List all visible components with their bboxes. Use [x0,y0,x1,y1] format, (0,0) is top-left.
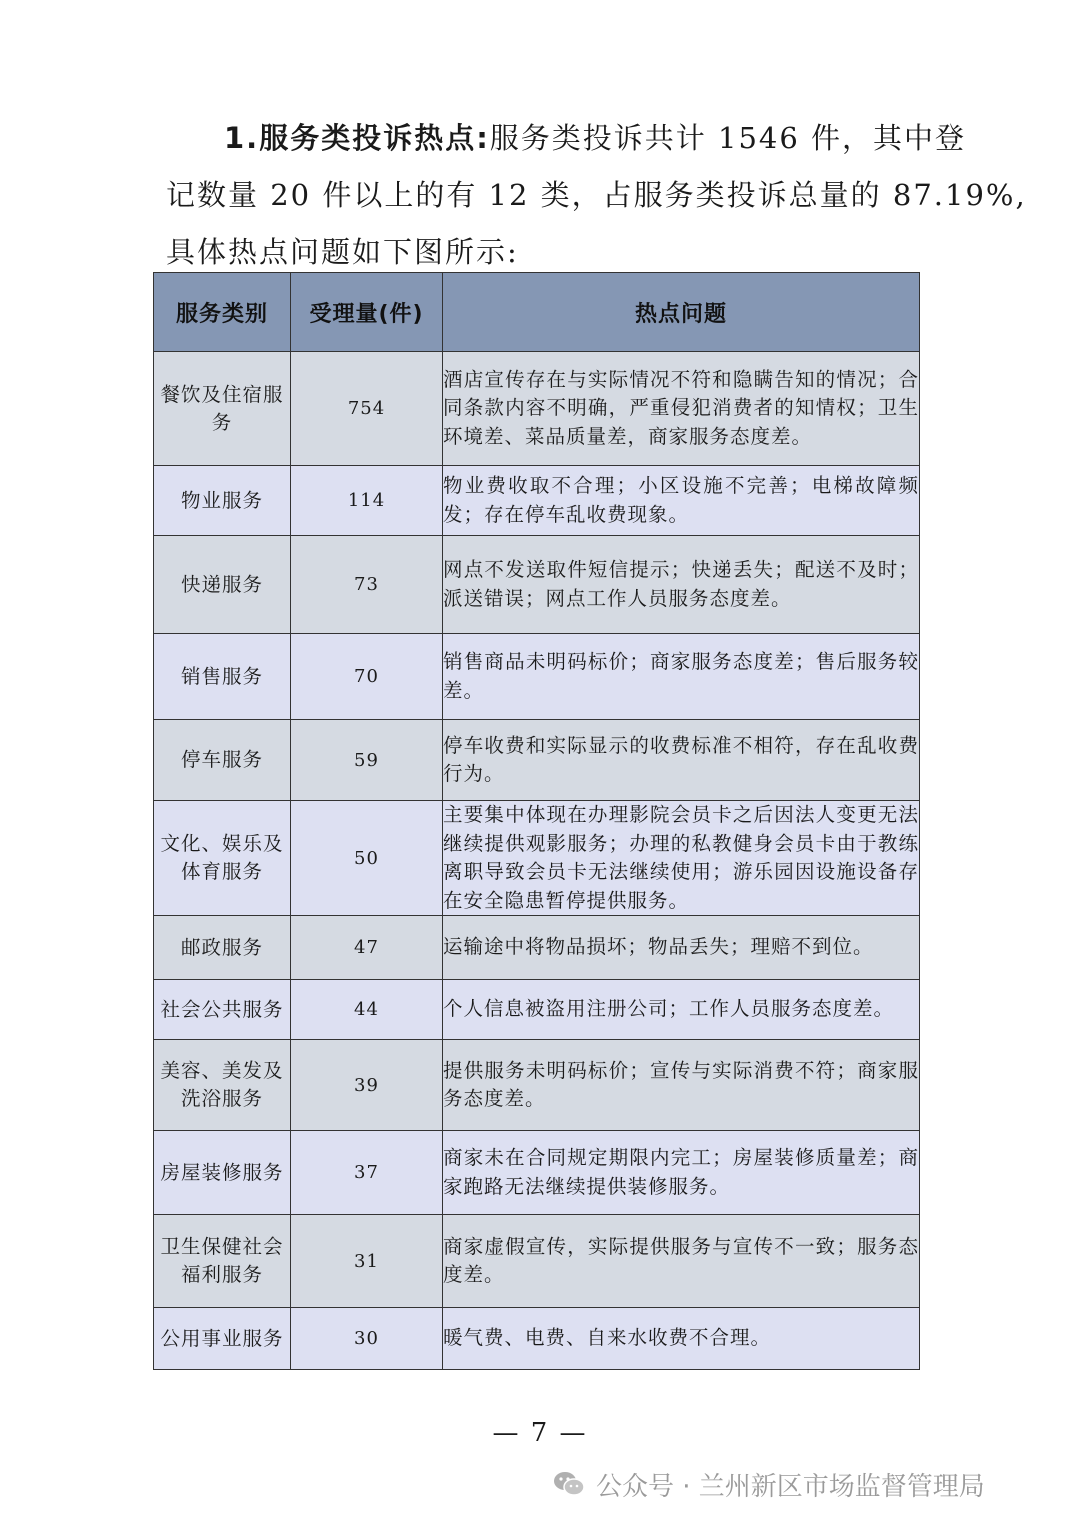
table-row [154,1215,920,1308]
table-header-row [154,273,920,352]
table-row [154,720,920,801]
issue-cell: 主要集中体现在办理影院会员卡之后因法人变更无法继续提供观影服务；办理的私教健身会员卡由于教练离职导致会员卡无法继续使用；游乐园因设施设备存在安全隐患暂停提供服务。 [443,801,920,916]
header-category: 服务类别 [154,273,291,352]
issue-cell: 酒店宣传存在与实际情况不符和隐瞒告知的情况；合同条款内容不明确，严重侵犯消费者的知情权；卫生环境差、菜品质量差，商家服务态度差。 [443,352,920,466]
category-cell: 房屋装修服务 [154,1131,291,1215]
category-cell: 文化、娱乐及体育服务 [154,801,291,916]
issue-cell: 个人信息被盗用注册公司；工作人员服务态度差。 [443,980,920,1040]
count-cell: 39 [291,1040,443,1131]
category-cell: 停车服务 [154,720,291,801]
table-row [154,916,920,980]
header-issue: 热点问题 [443,273,920,352]
category-cell: 卫生保健社会福利服务 [154,1215,291,1308]
category-cell: 美容、美发及洗浴服务 [154,1040,291,1131]
table-row [154,980,920,1040]
hotspot-table [153,272,920,1370]
table-row [154,634,920,720]
intro-line-1-text: 服务类投诉共计 1546 件，其中登 [489,121,967,155]
issue-cell: 物业费收取不合理；小区设施不完善；电梯故障频发；存在停车乱收费现象。 [443,466,920,536]
table-row [154,1131,920,1215]
wechat-icon [552,1469,586,1499]
count-cell: 114 [291,466,443,536]
category-cell: 社会公共服务 [154,980,291,1040]
count-cell: 50 [291,801,443,916]
table-row [154,466,920,536]
category-cell: 餐饮及住宿服务 [154,352,291,466]
count-cell: 30 [291,1308,443,1370]
issue-cell: 商家虚假宣传，实际提供服务与宣传不一致；服务态度差。 [443,1215,920,1308]
issue-cell: 商家未在合同规定期限内完工；房屋装修质量差；商家跑路无法继续提供装修服务。 [443,1131,920,1215]
category-cell: 销售服务 [154,634,291,720]
category-cell: 物业服务 [154,466,291,536]
count-cell: 59 [291,720,443,801]
issue-cell: 暖气费、电费、自来水收费不合理。 [443,1308,920,1370]
header-count: 受理量(件) [291,273,443,352]
count-cell: 754 [291,352,443,466]
intro-line-1 [166,110,967,167]
table-row [154,801,920,916]
intro-line-3: 具体热点问题如下图所示: [166,235,519,269]
count-cell: 37 [291,1131,443,1215]
count-cell: 70 [291,634,443,720]
category-cell: 公用事业服务 [154,1308,291,1370]
intro-paragraph [166,110,1027,281]
category-cell: 快递服务 [154,536,291,634]
issue-cell: 销售商品未明码标价；商家服务态度差；售后服务较差。 [443,634,920,720]
issue-cell: 停车收费和实际显示的收费标准不相符，存在乱收费行为。 [443,720,920,801]
page-number: — 7 — [492,1418,588,1448]
table-row [154,536,920,634]
intro-heading: 1.服务类投诉热点: [224,121,490,155]
issue-cell: 运输途中将物品损坏；物品丢失；理赔不到位。 [443,916,920,980]
count-cell: 47 [291,916,443,980]
watermark-text: 公众号 · 兰州新区市场监督管理局 [596,1471,985,1502]
table-row [154,352,920,466]
table-row [154,1308,920,1370]
intro-line-2: 记数量 20 件以上的有 12 类，占服务类投诉总量的 87.19%, [166,178,1027,212]
table-row [154,1040,920,1131]
issue-cell: 网点不发送取件短信提示；快递丢失；配送不及时；派送错误；网点工作人员服务态度差。 [443,536,920,634]
count-cell: 44 [291,980,443,1040]
issue-cell: 提供服务未明码标价；宣传与实际消费不符；商家服务态度差。 [443,1040,920,1131]
count-cell: 73 [291,536,443,634]
watermark [552,1464,985,1504]
category-cell: 邮政服务 [154,916,291,980]
count-cell: 31 [291,1215,443,1308]
